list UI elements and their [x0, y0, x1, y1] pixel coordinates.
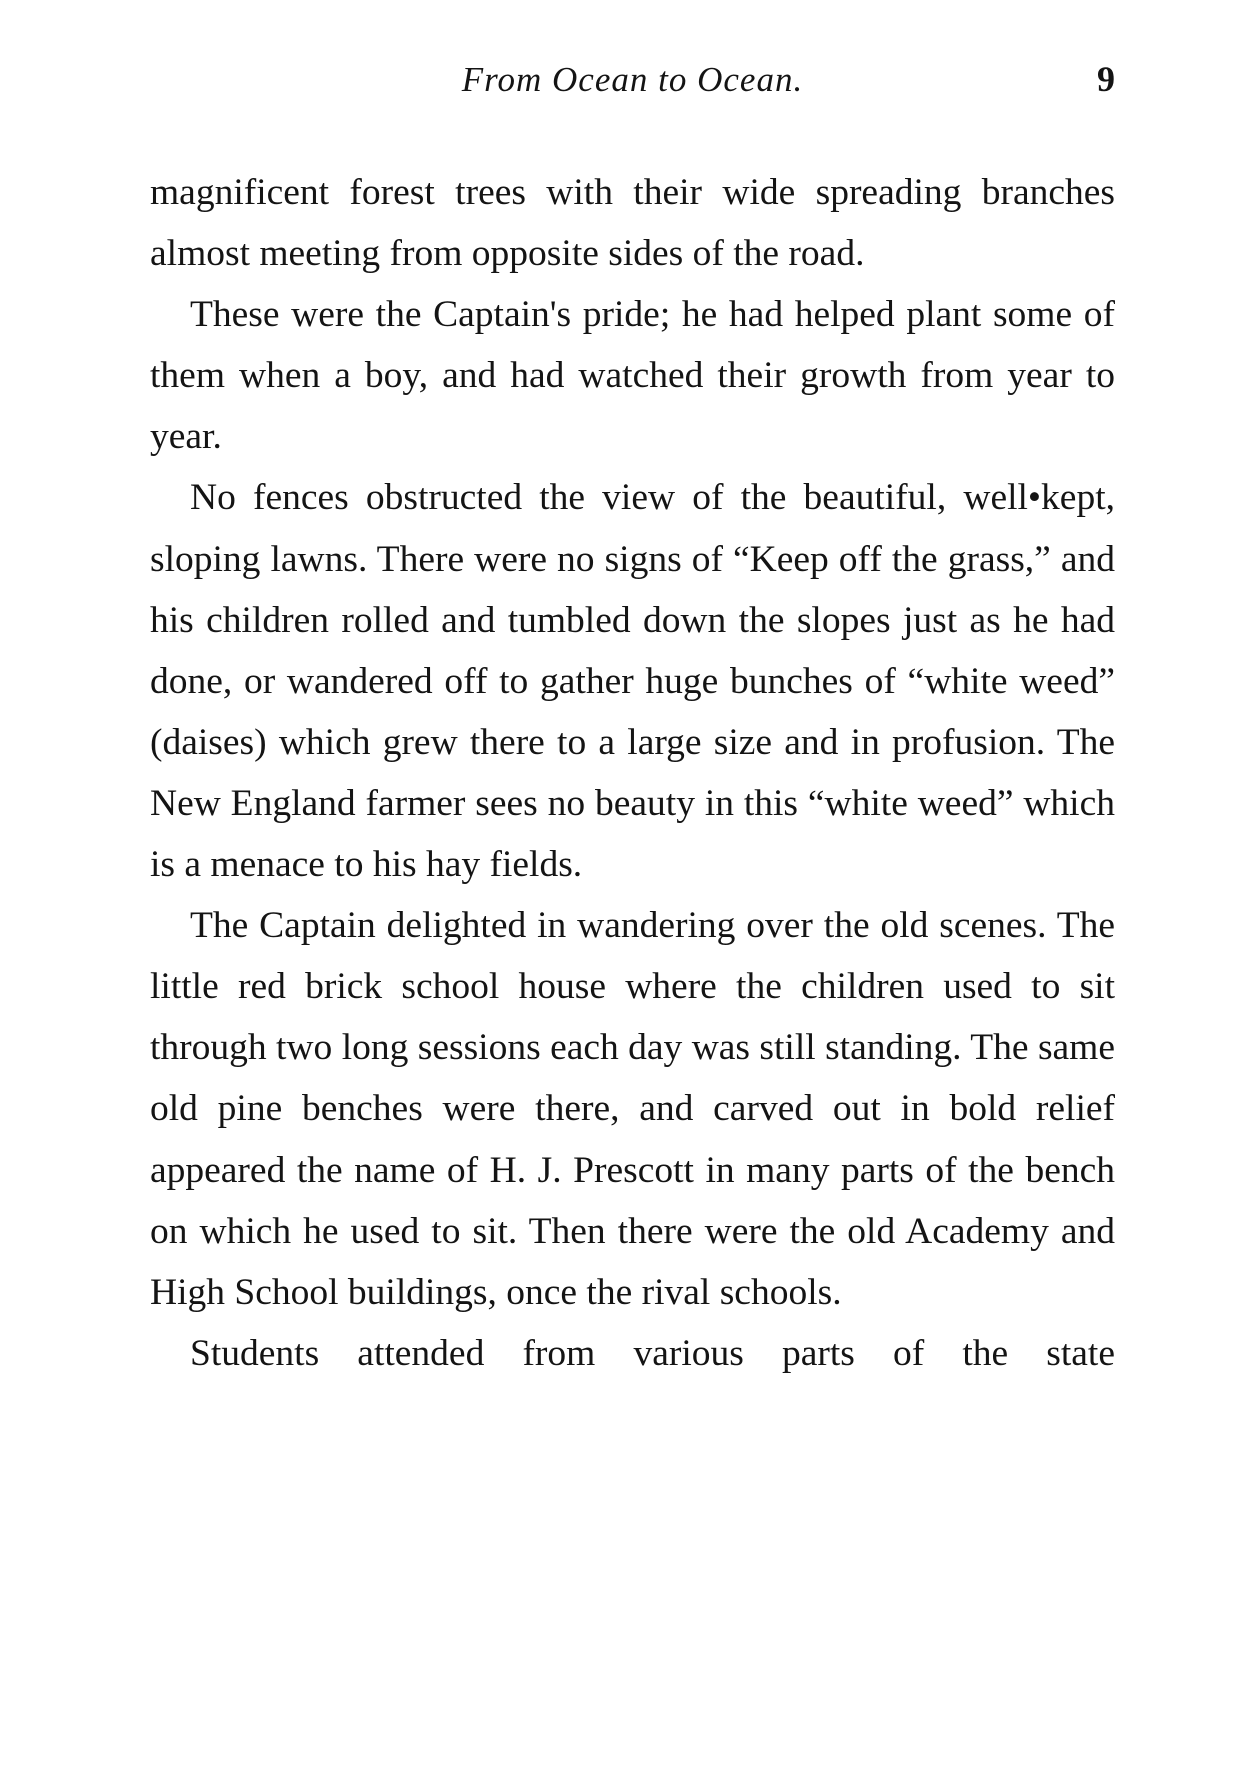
paragraph-2: These were the Captain's pride; he had helped plant some of them when a boy, and had watched their growth from year to year. — [150, 294, 1115, 458]
paragraph-1: magnificent forest trees with their wide spreading branches almost meeting from opposite sides of the road. — [150, 172, 1115, 275]
paragraph-5: Students attended from various parts of the state — [190, 1332, 1115, 1374]
paragraph-4: The Captain delighted in wandering over the old scenes. The little red brick school house where the children used to sit through two long sessions each day was still standing. The same old pine benches were there, and carved out in bold relief appeared the name of H. J. Prescott in many parts of the bench on which he used to sit. Then there were the old Academy and High School buildings, once the rival schools. — [150, 905, 1115, 1313]
running-head — [150, 60, 1115, 110]
body-text — [150, 162, 1115, 1384]
page-number: 9 — [1097, 59, 1115, 99]
paragraph-3: No fences obstructed the view of the beautiful, well•kept, sloping lawns. There were no signs of “Keep off the grass,” and his children rolled and tumbled down the slopes just as he had done, or wandered off to gather huge bunches of “white weed” (daises) which grew there to a large size and in profusion. The New England farmer sees no beauty in this “white weed” which is a menace to his hay fields. — [150, 477, 1115, 886]
running-title: From Ocean to Ocean. — [461, 60, 804, 99]
